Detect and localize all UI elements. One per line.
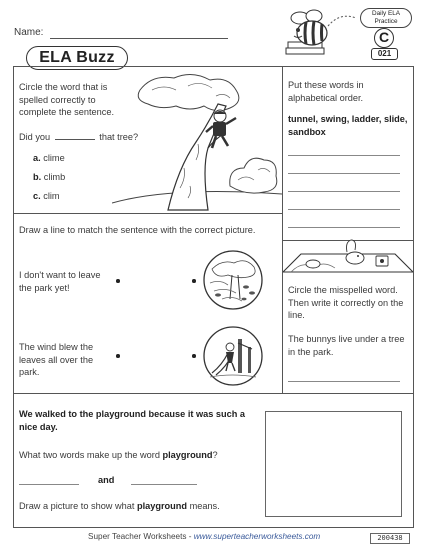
prompt-before: Did you: [19, 132, 51, 142]
misspelled-sentence: The bunnys live under a tree in the park.: [288, 334, 405, 357]
sentence-2: The wind blew the leaves all over the park.: [19, 342, 94, 377]
prompt-blank[interactable]: [55, 139, 95, 140]
match-dot-picture-2[interactable]: [192, 354, 196, 358]
word-list: tunnel, swing, ladder, slide, sandbox: [288, 114, 408, 137]
word-part-line-1[interactable]: [19, 484, 79, 485]
compound-word-question: What two words make up the word playground?: [19, 450, 218, 460]
correction-line[interactable]: [288, 381, 400, 382]
and-label: and: [98, 475, 115, 485]
answer-line-4[interactable]: [288, 209, 400, 210]
option-c[interactable]: c. clim: [33, 191, 60, 201]
prompt-after: that tree?: [99, 132, 139, 142]
page-title: ELA Buzz: [39, 49, 115, 66]
number-label: 021: [377, 49, 392, 58]
answer-line-2[interactable]: [288, 173, 400, 174]
footer-credit: Super Teacher Worksheets - www.superteacherworksheets.com: [88, 532, 321, 541]
drawing-box[interactable]: [265, 411, 402, 517]
answer-line-1[interactable]: [288, 155, 400, 156]
match-dot-picture-1[interactable]: [192, 279, 196, 283]
option-a[interactable]: a. clime: [33, 153, 65, 163]
section1-instruction: Circle the word that is spelled correctly to complete the sentence.: [19, 82, 114, 117]
boy-climbing-tree-illustration: [112, 68, 282, 213]
match-dot-sentence-1[interactable]: [116, 279, 120, 283]
section5-sentence: We walked to the playground because it was such a nice day.: [19, 409, 246, 432]
name-label: Name:: [14, 27, 44, 38]
option-b[interactable]: b. climb: [33, 172, 66, 182]
answer-line-5[interactable]: [288, 227, 400, 228]
daily-practice-label: Daily ELA Practice: [371, 10, 401, 25]
level-letter: C: [378, 29, 390, 45]
windy-leaves-picture[interactable]: [202, 249, 264, 311]
word-part-line-2[interactable]: [131, 484, 197, 485]
section2-instruction: Put these words in alphabetical order.: [288, 80, 364, 103]
draw-instruction: Draw a picture to show what playground means.: [19, 501, 220, 511]
playground-child-picture[interactable]: [202, 325, 264, 387]
section4-instruction: Circle the misspelled word. Then write it correctly on the line.: [288, 285, 404, 320]
sentence-1: I don't want to leave the park yet!: [19, 270, 101, 293]
divider-section1: [14, 213, 282, 214]
divider-section3: [14, 393, 413, 394]
match-dot-sentence-2[interactable]: [116, 354, 120, 358]
footer-url[interactable]: www.superteacherworksheets.com: [193, 532, 321, 541]
section3-instruction: Draw a line to match the sentence with the correct picture.: [19, 225, 256, 235]
column-divider: [282, 67, 283, 393]
bunny-burrow-illustration: [283, 234, 413, 276]
page-code: 200438: [377, 534, 403, 542]
answer-line-3[interactable]: [288, 191, 400, 192]
name-line[interactable]: [50, 38, 228, 39]
